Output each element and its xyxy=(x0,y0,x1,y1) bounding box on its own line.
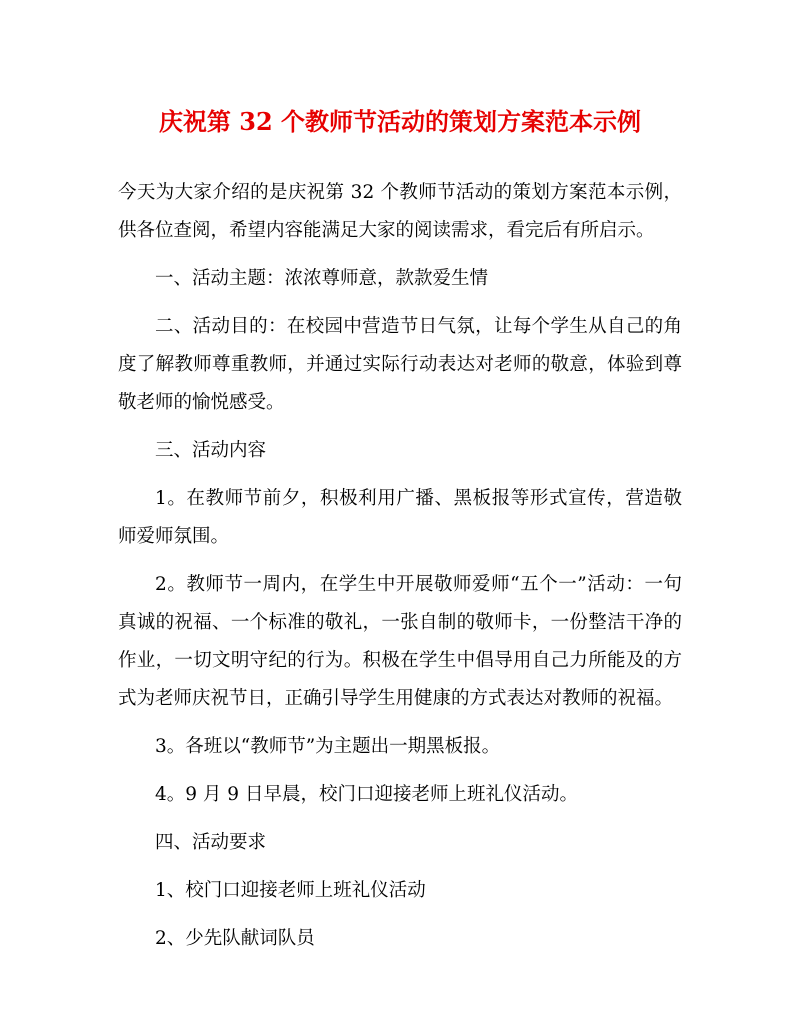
section-heading-content: 三、活动内容 xyxy=(155,440,267,461)
list-item: 1。在教师节前夕，积极利用广播、黑板报等形式宣传，营造敬师爱师氛围。 xyxy=(118,488,682,547)
document-body xyxy=(118,174,682,968)
list-item: 4。9 月 9 日早晨，校门口迎接老师上班礼仪活动。 xyxy=(155,784,578,805)
section-heading-requirements: 四、活动要求 xyxy=(155,832,267,853)
document-title: 庆祝第 32 个教师节活动的策划方案范本示例 xyxy=(158,107,642,136)
paragraph-theme: 一、活动主题：浓浓尊师意，款款爱生情 xyxy=(155,268,489,289)
list-item: 3。各班以“教师节”为主题出一期黑板报。 xyxy=(155,736,501,757)
list-item: 2、少先队献词队员 xyxy=(155,928,315,949)
list-item: 1、校门口迎接老师上班礼仪活动 xyxy=(155,880,426,901)
list-item: 2。教师节一周内，在学生中开展敬师爱师“五个一”活动：一句真诚的祝福、一个标准的敬礼，一张自制的敬师卡，一份整洁干净的作业，一切文明守纪的行为。积极在学生中倡导用自己力所能及的方式为老师庆祝节日，正确引导学生用健康的方式表达对教师的祝福。 xyxy=(118,574,682,709)
paragraph-intro: 今天为大家介绍的是庆祝第 32 个教师节活动的策划方案范本示例，供各位查阅，希望内容能满足大家的阅读需求，看完后有所启示。 xyxy=(118,182,682,241)
paragraph-purpose: 二、活动目的：在校园中营造节日气氛，让每个学生从自己的角度了解教师尊重教师，并通过实际行动表达对老师的敬意，体验到尊敬老师的愉悦感受。 xyxy=(118,316,682,413)
